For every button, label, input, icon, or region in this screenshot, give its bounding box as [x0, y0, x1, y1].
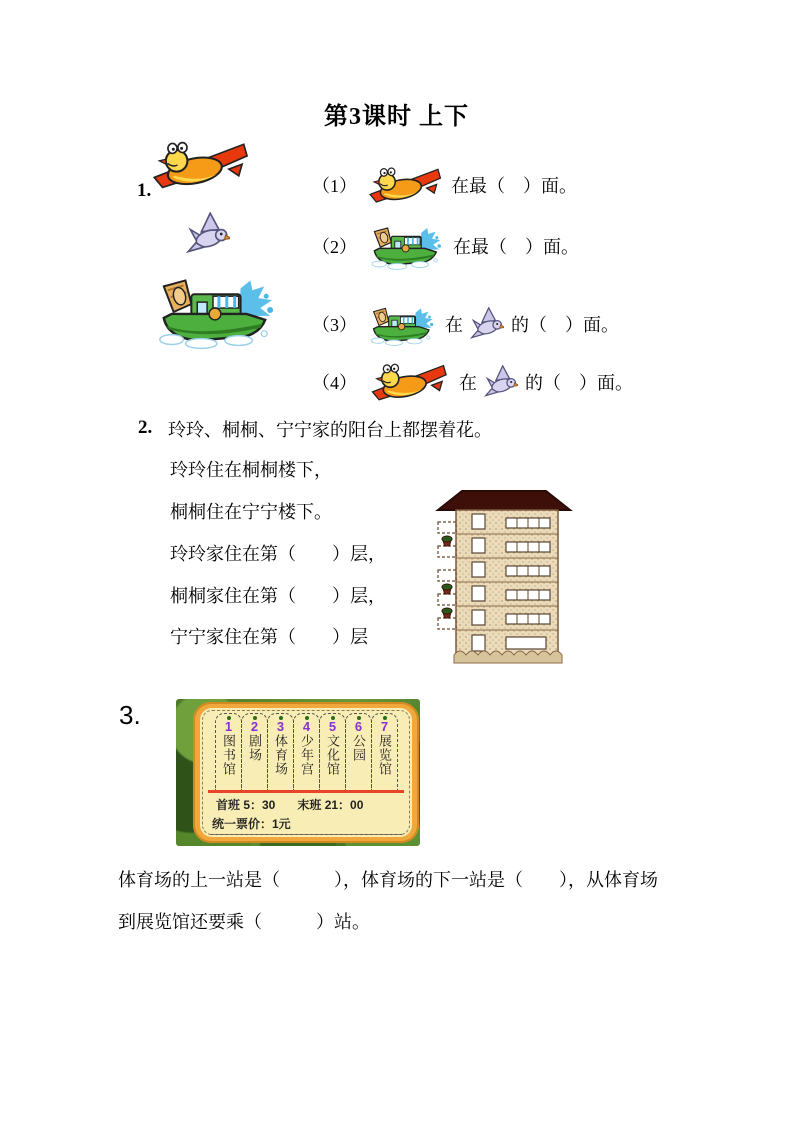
station-name: 剧场	[247, 734, 262, 762]
question-3-label: 3.	[119, 700, 141, 730]
station-number: 4	[302, 719, 311, 734]
bird-icon	[484, 365, 518, 399]
station-number: 7	[380, 719, 389, 734]
boat-icon	[366, 222, 444, 270]
subquestion-4	[312, 358, 633, 406]
station-name: 体育场	[273, 734, 288, 776]
station-column	[293, 713, 320, 790]
subquestion-3-number: （3）	[312, 315, 357, 335]
page-title: 第3课时 上下	[324, 104, 469, 130]
subquestion-2-text: 在最（ ）面。	[453, 237, 579, 257]
station-column	[267, 713, 294, 790]
question-3-line2: 到展览馆还要乘（ ）站。	[118, 912, 370, 932]
station-number: 6	[354, 719, 363, 734]
subquestion-3	[312, 300, 619, 348]
question-2-label: 2.	[138, 417, 153, 438]
station-column	[215, 713, 242, 790]
subquestion-1-text: 在最（ ）面。	[451, 176, 577, 196]
bus-stop-photo	[176, 699, 420, 846]
bird-icon	[470, 307, 504, 341]
station-name: 文化馆	[325, 734, 340, 776]
fare-text: 统一票价：1元	[210, 815, 402, 835]
question-2-line: 桐桐家住在第（ ）层，	[170, 586, 386, 606]
subquestion-3-text: 的（ ）面。	[511, 315, 619, 335]
subquestion-1-number: （1）	[312, 176, 357, 196]
station-column	[371, 713, 398, 790]
question-2-line: 玲玲家住在第（ ）层，	[170, 544, 386, 564]
plane-icon	[366, 163, 442, 207]
question-2-intro: 玲玲、桐桐、宁宁家的阳台上都摆着花。	[168, 420, 492, 440]
subquestion-2	[312, 222, 579, 270]
station-list	[204, 713, 408, 790]
station-name: 展览馆	[377, 734, 392, 776]
service-times	[204, 793, 408, 813]
station-number: 5	[328, 719, 337, 734]
subquestion-4-mid: 在	[459, 373, 477, 393]
subquestion-4-number: （4）	[312, 373, 357, 393]
question-1-label: 1.	[137, 180, 152, 201]
plane-image	[148, 136, 250, 194]
subquestion-1	[312, 162, 577, 208]
bus-stop-sign	[193, 702, 419, 843]
subquestion-2-number: （2）	[312, 237, 357, 257]
station-name: 图书馆	[221, 734, 236, 776]
subquestion-3-mid: 在	[445, 315, 463, 335]
last-bus-time: 末班 21：00	[297, 798, 364, 812]
first-bus-time: 首班 5：30	[216, 798, 276, 812]
station-number: 3	[276, 719, 285, 734]
subquestion-4-text: 的（ ）面。	[525, 373, 633, 393]
station-name: 少年宫	[299, 734, 314, 776]
plane-icon	[366, 359, 450, 405]
boat-image	[150, 270, 278, 350]
station-number: 2	[250, 719, 259, 734]
station-name: 公园	[351, 734, 366, 762]
question-3-line1: 体育场的上一站是（ ），体育场的下一站是（ ），从体育场	[118, 870, 658, 890]
station-column	[319, 713, 346, 790]
station-number: 1	[224, 719, 233, 734]
question-2-line: 玲玲住在桐桐楼下，	[170, 460, 332, 480]
station-column	[345, 713, 372, 790]
question-2-line: 宁宁家住在第（ ）层	[170, 627, 368, 647]
building-image	[433, 485, 575, 665]
boat-icon	[366, 303, 436, 346]
bird-image	[186, 212, 230, 256]
question-2-line: 桐桐住在宁宁楼下。	[170, 502, 332, 522]
bus-sign-panel	[200, 708, 412, 837]
station-column	[241, 713, 268, 790]
